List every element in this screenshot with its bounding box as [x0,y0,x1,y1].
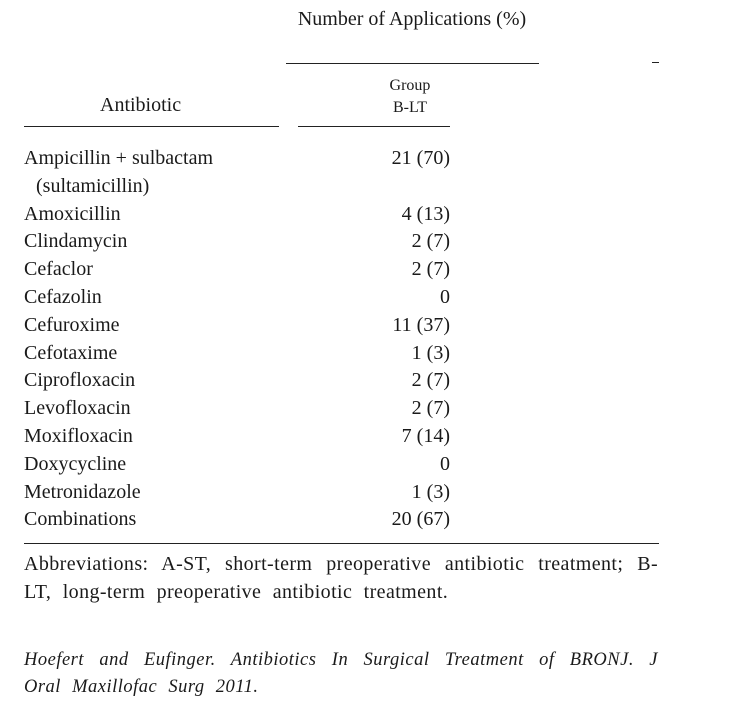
antibiotic-name: Doxycycline [24,452,127,475]
table-row [0,228,731,256]
table-row [0,312,731,340]
antibiotic-name: Cefotaxime [24,341,118,364]
table-bottom-rule [24,543,659,544]
application-count: 4 (13) [396,202,450,225]
table-row [0,506,731,534]
group-header-title [286,6,538,32]
antibiotic-name: Cefuroxime [24,313,120,336]
group-column-header-line2: B-LT [392,99,428,116]
group-column-rule [298,126,450,127]
application-count: 0 [440,452,450,475]
application-count: 1 (3) [411,341,450,364]
table-row [0,367,731,395]
antibiotic-name: Cefaclor [24,258,93,281]
table-row [0,201,731,229]
antibiotic-name: Levofloxacin [24,397,131,420]
table-row [0,256,731,284]
antibiotic-name [24,145,213,201]
table-row [0,479,731,507]
application-count: 11 (37) [392,313,450,336]
application-count: 21 (70) [391,147,450,169]
antibiotic-name: Ciprofloxacin [24,369,136,392]
table-row [0,145,731,201]
group-header-rule [286,63,539,64]
table-row [0,340,731,368]
antibiotic-name: Moxifloxacin [24,424,133,447]
application-count: 2 (7) [411,230,450,253]
antibiotic-name: Amoxicillin [24,202,121,225]
application-count: 2 (7) [411,369,450,392]
table-row [0,284,731,312]
application-count: 2 (7) [411,258,450,281]
antibiotic-name-line1: Ampicillin + sulbactam [24,147,214,169]
table-row [0,395,731,423]
group-column-header [370,75,450,119]
edge-tick-mark [652,62,659,63]
antibiotic-name: Cefazolin [24,285,102,308]
table-body [0,145,731,534]
application-count: 0 [440,285,450,308]
antibiotic-name: Clindamycin [24,230,128,253]
antibiotic-name: Combinations [24,508,137,531]
application-count: 7 (14) [401,424,450,447]
abbreviations-footnote: Abbreviations: A-ST, short-term preoperative antibiotic treatment; B-LT, long-term preoperative antibiotic treatment. [24,553,658,603]
group-header-title-text: Number of Applications (%) [297,8,527,30]
antibiotic-name-line2: (sultamicillin) [36,174,150,197]
application-count: 1 (3) [411,480,450,503]
antibiotic-name: Metronidazole [24,480,141,503]
table-row [0,451,731,479]
antibiotic-column-rule [24,126,279,127]
citation-footnote: Hoefert and Eufinger. Antibiotics In Surgical Treatment of BRONJ. J Oral Maxillofac Surg 2011. [24,650,658,697]
antibiotic-column-header: Antibiotic [100,94,182,116]
application-count: 2 (7) [411,397,450,420]
application-count: 20 (67) [391,508,450,531]
group-column-header-line1: Group [389,77,431,94]
table-row [0,423,731,451]
